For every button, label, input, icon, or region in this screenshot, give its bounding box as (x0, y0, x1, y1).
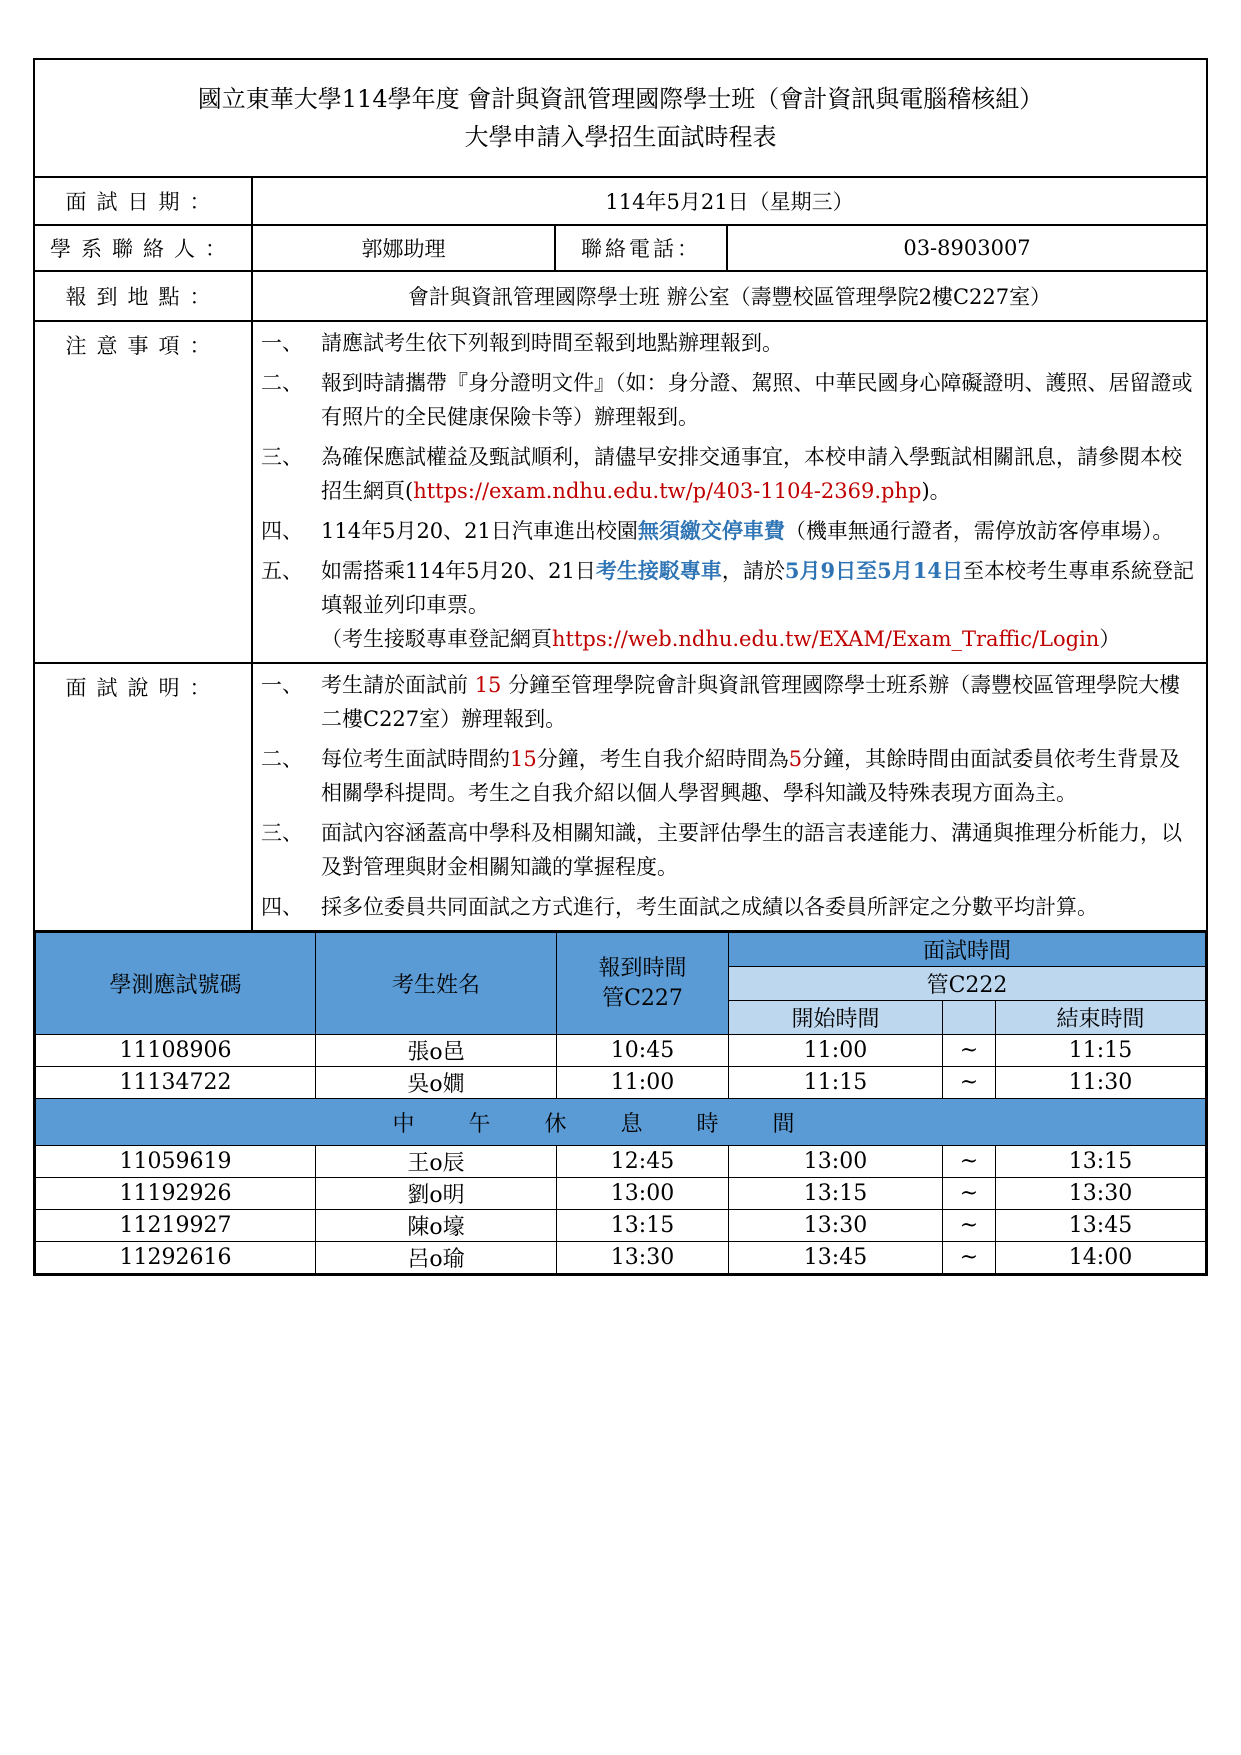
start-cell: 13:15 (729, 1178, 943, 1210)
title-block (35, 60, 1206, 178)
tilde-header (943, 1001, 996, 1035)
phone-value: 03-8903007 (903, 236, 1031, 260)
checkin-cell: 12:45 (557, 1146, 729, 1178)
notice-text: 請應試考生依下列報到時間至報到地點辦理報到。 (321, 331, 783, 355)
notice-num: 三、 (261, 445, 303, 469)
shuttle-date-highlight: 5月9日至5月14日 (784, 558, 963, 583)
minutes-highlight: 5 (788, 747, 803, 771)
checkin-cell: 13:15 (557, 1210, 729, 1242)
notice-text-part: 至本校考生專車系統登記填報並列印車票。 (321, 559, 1194, 617)
checkin-cell: 10:45 (557, 1035, 729, 1067)
explain-item (261, 668, 1200, 736)
name-cell: 王o辰 (316, 1146, 557, 1178)
notice-text-part: ，請於 (721, 559, 785, 583)
tilde-cell: ~ (943, 1210, 996, 1242)
location-label: 報到地點： (35, 272, 253, 320)
end-cell: 11:15 (996, 1035, 1206, 1067)
notice-text (321, 514, 1200, 548)
end-cell: 13:15 (996, 1146, 1206, 1178)
explain-text-part: 分鐘，其餘時間由面試委員依考生背景及相關學科提問。考生之自我介紹以個人學習興趣、學科知識及特殊表現方面為主。 (321, 747, 1181, 805)
header-row (36, 933, 1206, 967)
notice-item (261, 514, 1200, 548)
name-cell: 呂o瑜 (316, 1242, 557, 1274)
explain-text: 面試內容涵蓋高中學科及相關知識，主要評估學生的語言表達能力、溝通與推理分析能力，以及對管理與財金相關知識的掌握程度。 (321, 821, 1182, 879)
name-cell: 劉o明 (316, 1178, 557, 1210)
tilde-cell: ~ (943, 1035, 996, 1067)
end-header: 結束時間 (996, 1001, 1206, 1035)
table-row (36, 1067, 1206, 1099)
lunch-row (36, 1099, 1206, 1146)
explain-text: 採多位委員共同面試之方式進行，考生面試之成績以各委員所評定之分數平均計算。 (321, 895, 1098, 919)
explain-item (261, 742, 1200, 810)
explain-list (253, 664, 1206, 930)
exam-no-cell: 11108906 (36, 1035, 316, 1067)
table-row (36, 1035, 1206, 1067)
notice-text-part: （機車無通行證者，需停放訪客停車場）。 (784, 519, 1174, 543)
checkin-cell: 11:00 (557, 1067, 729, 1099)
explain-text-part: 每位考生面試時間約 (321, 747, 510, 771)
notice-num: 二、 (261, 371, 303, 395)
explain-num: 三、 (261, 821, 303, 845)
notice-row (35, 322, 1206, 664)
notice-text: 報到時請攜帶『身分證明文件』（如：身分證、駕照、中華民國身心障礙證明、護照、居留證或有照片的全民健康保險卡等）辦理報到。 (321, 371, 1193, 429)
interview-header: 面試時間 (729, 933, 1206, 967)
explain-text-part: 分鐘，考生自我介紹時間為 (536, 747, 789, 771)
name-cell: 吳o嫺 (316, 1067, 557, 1099)
start-cell: 13:45 (729, 1242, 943, 1274)
table-row (36, 1242, 1206, 1274)
explain-item (261, 816, 1200, 884)
notice-text (321, 554, 1200, 656)
explain-num: 一、 (261, 673, 303, 697)
lunch-break: 中午休息時間 (36, 1099, 1206, 1146)
notice-num: 一、 (261, 331, 303, 355)
tilde-cell: ~ (943, 1178, 996, 1210)
name-cell: 陳o壕 (316, 1210, 557, 1242)
explain-row (35, 664, 1206, 932)
location-row (35, 272, 1206, 322)
tilde-cell: ~ (943, 1242, 996, 1274)
explain-num: 四、 (261, 895, 303, 919)
notice-item (261, 440, 1200, 508)
checkin-cell: 13:30 (557, 1242, 729, 1274)
end-cell: 11:30 (996, 1067, 1206, 1099)
start-cell: 11:00 (729, 1035, 943, 1067)
notice-text-part: )。 (921, 479, 951, 503)
shuttle-registration-link[interactable]: https://web.ndhu.edu.tw/EXAM/Exam_Traffic/Login (552, 627, 1100, 651)
notice-text-part: 114年5月20、21日汽車進出校園 (321, 519, 638, 543)
exam-no-cell: 11192926 (36, 1178, 316, 1210)
notice-text (321, 440, 1200, 508)
exam-no-cell: 11134722 (36, 1067, 316, 1099)
table-row (36, 1146, 1206, 1178)
explain-item (261, 890, 1200, 924)
checkin-header-label: 報到時間 (598, 955, 687, 981)
start-cell: 11:15 (729, 1067, 943, 1099)
title-line-2: 大學申請入學招生面試時程表 (464, 123, 777, 151)
title-line-1: 國立東華大學114學年度 會計與資訊管理國際學士班（會計資訊與電腦稽核組） (197, 85, 1044, 113)
name-header: 考生姓名 (316, 933, 557, 1035)
tilde-cell: ~ (943, 1146, 996, 1178)
tilde-cell: ~ (943, 1067, 996, 1099)
explain-text-part: 考生請於面試前 (321, 673, 475, 697)
exam-no-cell: 11059619 (36, 1146, 316, 1178)
end-cell: 13:30 (996, 1178, 1206, 1210)
exam-no-cell: 11292616 (36, 1242, 316, 1274)
schedule-sheet (33, 58, 1208, 1276)
contact-row (35, 226, 1206, 272)
checkin-header (557, 933, 729, 1035)
start-cell: 13:30 (729, 1210, 943, 1242)
notice-text-part: 為確保應試權益及甄試順利，請儘早安排交通事宜，本校申請入學甄試相關訊息，請參閱本校招生網頁( (321, 445, 1182, 503)
explain-text (321, 742, 1200, 810)
notice-item (261, 326, 1200, 360)
table-row (36, 1210, 1206, 1242)
notice-item (261, 366, 1200, 434)
checkin-room: 管C227 (602, 985, 683, 1011)
minutes-highlight: 15 (474, 673, 502, 697)
explain-text (321, 668, 1200, 736)
shuttle-highlight: 考生接駁專車 (595, 558, 722, 583)
notice-list (253, 322, 1206, 662)
location-value: 會計與資訊管理國際學士班 辦公室（壽豐校區管理學院2樓C227室） (407, 285, 1052, 309)
exam-website-link[interactable]: https://exam.ndhu.edu.tw/p/403-1104-2369.php (413, 479, 922, 503)
exam-no-header: 學測應試號碼 (36, 933, 316, 1035)
interview-room: 管C222 (729, 967, 1206, 1001)
notice-num: 四、 (261, 519, 303, 543)
notice-text-part: ） (1099, 627, 1121, 651)
notice-text-part: 如需搭乘114年5月20、21日 (321, 559, 596, 583)
date-label: 面試日期： (35, 178, 253, 224)
contact-label: 學系聯絡人： (35, 226, 253, 270)
end-cell: 13:45 (996, 1210, 1206, 1242)
date-row (35, 178, 1206, 226)
name-cell: 張o邑 (316, 1035, 557, 1067)
minutes-highlight: 15 (510, 747, 537, 771)
date-value: 114年5月21日（星期三） (605, 190, 854, 214)
contact-value: 郭娜助理 (253, 226, 556, 270)
start-cell: 13:00 (729, 1146, 943, 1178)
phone-label: 聯絡電話： (556, 226, 728, 270)
checkin-cell: 13:00 (557, 1178, 729, 1210)
end-cell: 14:00 (996, 1242, 1206, 1274)
parking-free-highlight: 無須繳交停車費 (637, 518, 785, 543)
notice-text-part: （考生接駁專車登記網頁 (321, 627, 552, 651)
notice-num: 五、 (261, 559, 303, 583)
explain-text-part: 分鐘至管理學院會計與資訊管理國際學士班系辦（壽豐校區管理學院大樓二樓C227室）辦理報到。 (321, 673, 1181, 731)
start-header: 開始時間 (729, 1001, 943, 1035)
explain-label: 面試說明： (35, 664, 253, 930)
notice-label: 注意事項： (35, 322, 253, 662)
schedule-table (35, 932, 1206, 1274)
explain-num: 二、 (261, 747, 303, 771)
table-row (36, 1178, 1206, 1210)
notice-item (261, 554, 1200, 656)
exam-no-cell: 11219927 (36, 1210, 316, 1242)
